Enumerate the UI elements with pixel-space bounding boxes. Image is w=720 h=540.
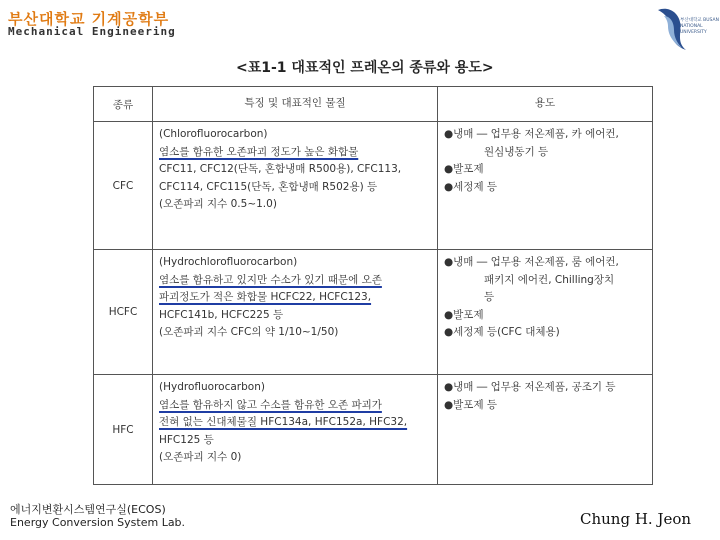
header-kind: 종류: [94, 87, 153, 122]
desc-line: 파괴정도가 적은 화합물 HCFC22, HCFC123,: [159, 291, 372, 303]
uses-cell: [438, 122, 653, 250]
table-row-hcfc: [94, 250, 653, 375]
header-features: 특징 및 대표적인 물질: [153, 87, 438, 122]
freon-table: [93, 86, 653, 485]
use-line: 등: [484, 291, 495, 303]
desc-line: 염소를 함유한 오존파괴 정도가 높은 화합물: [159, 145, 359, 158]
desc-line: (Chlorofluorocarbon): [159, 128, 268, 140]
use-line: ●발포제 등: [444, 398, 498, 411]
desc-cell: [153, 122, 438, 250]
desc-line: CFC114, CFC115(단독, 혼합냉매 R502용) 등: [159, 180, 378, 193]
desc-line: 염소를 함유하지 않고 수소를 함유한 오존 파괴가: [159, 398, 382, 411]
desc-line: (오존파괴 지수 CFC의 약 1/10~1/50): [159, 326, 339, 338]
kind-cell: CFC: [94, 122, 153, 250]
table-title: <표1-1 대표적인 프레온의 종류와 용도>: [236, 60, 494, 76]
table-header-row: [94, 87, 653, 122]
use-line: ●세정제 등(CFC 대체용): [444, 326, 560, 338]
desc-line: (Hydrochlorofluorocarbon): [159, 256, 298, 268]
desc-line: (오존파괴 지수 0.5~1.0): [159, 198, 277, 210]
university-name: 부산대학교 기계공학부: [8, 10, 170, 28]
table-row-cfc: [94, 122, 653, 250]
desc-line: 염소를 함유하고 있지만 수소가 있기 때문에 오존: [159, 273, 382, 286]
desc-line: (오존파괴 지수 0): [159, 451, 242, 463]
desc-line: HFC125 등: [159, 433, 214, 446]
department-name: Mechanical Engineering: [8, 25, 176, 38]
kind-cell: HCFC: [94, 250, 153, 375]
logo-caption: 부산대학교 BUSAN NATIONAL UNIVERSITY: [680, 18, 719, 35]
author-name: Chung H. Jeon: [580, 510, 692, 528]
desc-line: CFC11, CFC12(단독, 혼합냉매 R500용), CFC113,: [159, 163, 402, 175]
table-row-hfc: [94, 375, 653, 485]
lab-name-korean: 에너지변환시스템연구실(ECOS): [10, 503, 166, 516]
use-line: ●발포제: [444, 308, 484, 321]
desc-cell: [153, 375, 438, 485]
desc-line: 전혀 없는 신대체물질 HFC134a, HFC152a, HFC32,: [159, 416, 408, 428]
header-uses: 용도: [438, 87, 653, 122]
use-line: ●냉매 ― 업무용 저온제품, 공조기 등: [444, 381, 616, 393]
uses-cell: [438, 375, 653, 485]
use-line: ●발포제: [444, 163, 484, 175]
desc-line: (Hydrofluorocarbon): [159, 381, 265, 393]
use-line: 원심냉동기 등: [484, 145, 549, 158]
desc-cell: [153, 250, 438, 375]
use-line: ●냉매 ― 업무용 저온제품, 카 에어컨,: [444, 128, 619, 140]
kind-cell: HFC: [94, 375, 153, 485]
use-line: ●세정제 등: [444, 180, 498, 193]
lab-name-english: Energy Conversion System Lab.: [10, 516, 186, 529]
uses-cell: [438, 250, 653, 375]
use-line: ●냉매 ― 업무용 저온제품, 룸 에어컨,: [444, 256, 619, 268]
use-line: 패키지 에어컨, Chilling장치: [484, 273, 615, 286]
desc-line: HCFC141b, HCFC225 등: [159, 308, 284, 321]
